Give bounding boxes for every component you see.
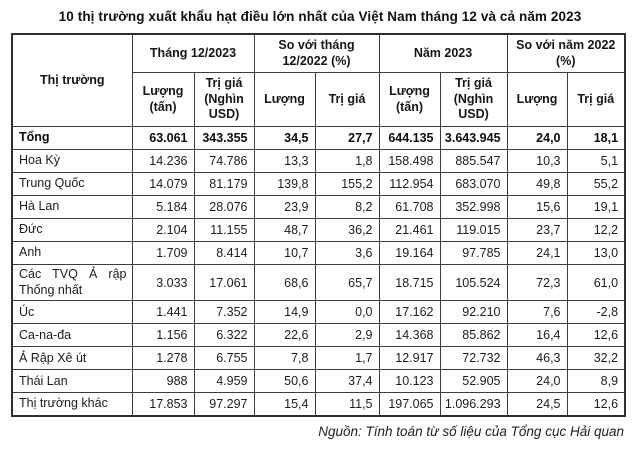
- value-cell: 3.033: [132, 265, 194, 301]
- value-cell: 3,6: [315, 242, 379, 265]
- table-row: [12, 301, 625, 324]
- value-cell: 28.076: [194, 196, 254, 219]
- value-cell: 92.210: [440, 301, 507, 324]
- value-cell: 158.498: [379, 150, 440, 173]
- value-cell: 0,0: [315, 301, 379, 324]
- table-row: [12, 324, 625, 347]
- value-cell: 21.461: [379, 219, 440, 242]
- value-cell: 34,5: [254, 127, 315, 150]
- value-cell: 7,8: [254, 347, 315, 370]
- table-row: [12, 150, 625, 173]
- value-cell: 23,7: [507, 219, 567, 242]
- value-cell: 81.179: [194, 173, 254, 196]
- header-group-row: [12, 34, 625, 73]
- value-cell: 1.709: [132, 242, 194, 265]
- value-cell: 18,1: [567, 127, 625, 150]
- market-cell: Tổng: [12, 127, 132, 150]
- value-cell: -2,8: [567, 301, 625, 324]
- table-row: [12, 265, 625, 301]
- value-cell: 2.104: [132, 219, 194, 242]
- value-cell: 6.755: [194, 347, 254, 370]
- value-cell: 14.236: [132, 150, 194, 173]
- market-cell: Hoa Kỳ: [12, 150, 132, 173]
- value-cell: 2,9: [315, 324, 379, 347]
- value-cell: 8,2: [315, 196, 379, 219]
- value-cell: 155,2: [315, 173, 379, 196]
- value-cell: 343.355: [194, 127, 254, 150]
- sub-header-cell: Trị giá (Nghìn USD): [440, 73, 507, 127]
- sub-header-cell: Lượng (tấn): [379, 73, 440, 127]
- corner-header-cell: Thị trường: [12, 34, 132, 127]
- value-cell: 12,2: [567, 219, 625, 242]
- value-cell: 112.954: [379, 173, 440, 196]
- value-cell: 32,2: [567, 347, 625, 370]
- market-cell: Đức: [12, 219, 132, 242]
- value-cell: 48,7: [254, 219, 315, 242]
- value-cell: 50,6: [254, 370, 315, 393]
- value-cell: 6.322: [194, 324, 254, 347]
- value-cell: 12,6: [567, 324, 625, 347]
- value-cell: 19,1: [567, 196, 625, 219]
- market-cell: Anh: [12, 242, 132, 265]
- value-cell: 12.917: [379, 347, 440, 370]
- table-row: [12, 347, 625, 370]
- table-body: [12, 127, 625, 416]
- value-cell: 17.853: [132, 393, 194, 416]
- value-cell: 13,0: [567, 242, 625, 265]
- table-row: [12, 173, 625, 196]
- market-cell: Thái Lan: [12, 370, 132, 393]
- value-cell: 885.547: [440, 150, 507, 173]
- sub-header-cell: Lượng (tấn): [132, 73, 194, 127]
- table-row: [12, 196, 625, 219]
- value-cell: 27,7: [315, 127, 379, 150]
- market-cell: Úc: [12, 301, 132, 324]
- group-header-cell: So với tháng 12/2022 (%): [254, 34, 379, 73]
- value-cell: 1.156: [132, 324, 194, 347]
- value-cell: 14,9: [254, 301, 315, 324]
- data-table: [11, 33, 626, 417]
- value-cell: 72,3: [507, 265, 567, 301]
- value-cell: 10,3: [507, 150, 567, 173]
- value-cell: 7.352: [194, 301, 254, 324]
- value-cell: 3.643.945: [440, 127, 507, 150]
- value-cell: 49,8: [507, 173, 567, 196]
- table-row: [12, 127, 625, 150]
- market-cell: Ca-na-đa: [12, 324, 132, 347]
- source-note: Nguồn: Tính toán từ số liệu của Tổng cục Hải quan: [318, 423, 624, 439]
- sub-header-cell: Lượng: [507, 73, 567, 127]
- table-row: [12, 219, 625, 242]
- sub-header-cell: Lượng: [254, 73, 315, 127]
- value-cell: 1.278: [132, 347, 194, 370]
- market-cell: Các TVQ Ả rập Thống nhất: [12, 265, 132, 301]
- value-cell: 74.786: [194, 150, 254, 173]
- value-cell: 18.715: [379, 265, 440, 301]
- value-cell: 197.065: [379, 393, 440, 416]
- sub-header-cell: Trị giá: [567, 73, 625, 127]
- value-cell: 61,0: [567, 265, 625, 301]
- market-cell: Thị trường khác: [12, 393, 132, 416]
- sub-header-cell: Trị giá (Nghìn USD): [194, 73, 254, 127]
- value-cell: 16,4: [507, 324, 567, 347]
- value-cell: 55,2: [567, 173, 625, 196]
- market-cell: Hà Lan: [12, 196, 132, 219]
- value-cell: 5.184: [132, 196, 194, 219]
- value-cell: 1.096.293: [440, 393, 507, 416]
- value-cell: 17.162: [379, 301, 440, 324]
- value-cell: 65,7: [315, 265, 379, 301]
- value-cell: 36,2: [315, 219, 379, 242]
- value-cell: 11,5: [315, 393, 379, 416]
- value-cell: 352.998: [440, 196, 507, 219]
- market-cell: Ả Rập Xê út: [12, 347, 132, 370]
- value-cell: 52.905: [440, 370, 507, 393]
- value-cell: 644.135: [379, 127, 440, 150]
- value-cell: 683.070: [440, 173, 507, 196]
- value-cell: 24,5: [507, 393, 567, 416]
- value-cell: 12,6: [567, 393, 625, 416]
- value-cell: 46,3: [507, 347, 567, 370]
- value-cell: 1.441: [132, 301, 194, 324]
- table-row: [12, 242, 625, 265]
- value-cell: 10,7: [254, 242, 315, 265]
- value-cell: 15,6: [507, 196, 567, 219]
- value-cell: 85.862: [440, 324, 507, 347]
- value-cell: 1,8: [315, 150, 379, 173]
- value-cell: 4.959: [194, 370, 254, 393]
- group-header-cell: Tháng 12/2023: [132, 34, 254, 73]
- market-cell: Trung Quốc: [12, 173, 132, 196]
- value-cell: 14.079: [132, 173, 194, 196]
- value-cell: 8,9: [567, 370, 625, 393]
- page-title: 10 thị trường xuất khẩu hạt điều lớn nhất của Việt Nam tháng 12 và cả năm 2023: [58, 9, 582, 24]
- value-cell: 119.015: [440, 219, 507, 242]
- value-cell: 19.164: [379, 242, 440, 265]
- value-cell: 61.708: [379, 196, 440, 219]
- value-cell: 23,9: [254, 196, 315, 219]
- value-cell: 988: [132, 370, 194, 393]
- value-cell: 11.155: [194, 219, 254, 242]
- table-header: [12, 34, 625, 127]
- value-cell: 10.123: [379, 370, 440, 393]
- value-cell: 1,7: [315, 347, 379, 370]
- value-cell: 139,8: [254, 173, 315, 196]
- value-cell: 63.061: [132, 127, 194, 150]
- value-cell: 7,6: [507, 301, 567, 324]
- value-cell: 97.297: [194, 393, 254, 416]
- value-cell: 24,0: [507, 370, 567, 393]
- value-cell: 24,1: [507, 242, 567, 265]
- value-cell: 17.061: [194, 265, 254, 301]
- value-cell: 24,0: [507, 127, 567, 150]
- group-header-cell: So với năm 2022 (%): [507, 34, 625, 73]
- value-cell: 105.524: [440, 265, 507, 301]
- value-cell: 15,4: [254, 393, 315, 416]
- table-row: [12, 370, 625, 393]
- group-header-cell: Năm 2023: [379, 34, 507, 73]
- value-cell: 72.732: [440, 347, 507, 370]
- value-cell: 13,3: [254, 150, 315, 173]
- sub-header-cell: Trị giá: [315, 73, 379, 127]
- value-cell: 14.368: [379, 324, 440, 347]
- value-cell: 8.414: [194, 242, 254, 265]
- value-cell: 68,6: [254, 265, 315, 301]
- table-row: [12, 393, 625, 416]
- value-cell: 22,6: [254, 324, 315, 347]
- value-cell: 5,1: [567, 150, 625, 173]
- value-cell: 37,4: [315, 370, 379, 393]
- value-cell: 97.785: [440, 242, 507, 265]
